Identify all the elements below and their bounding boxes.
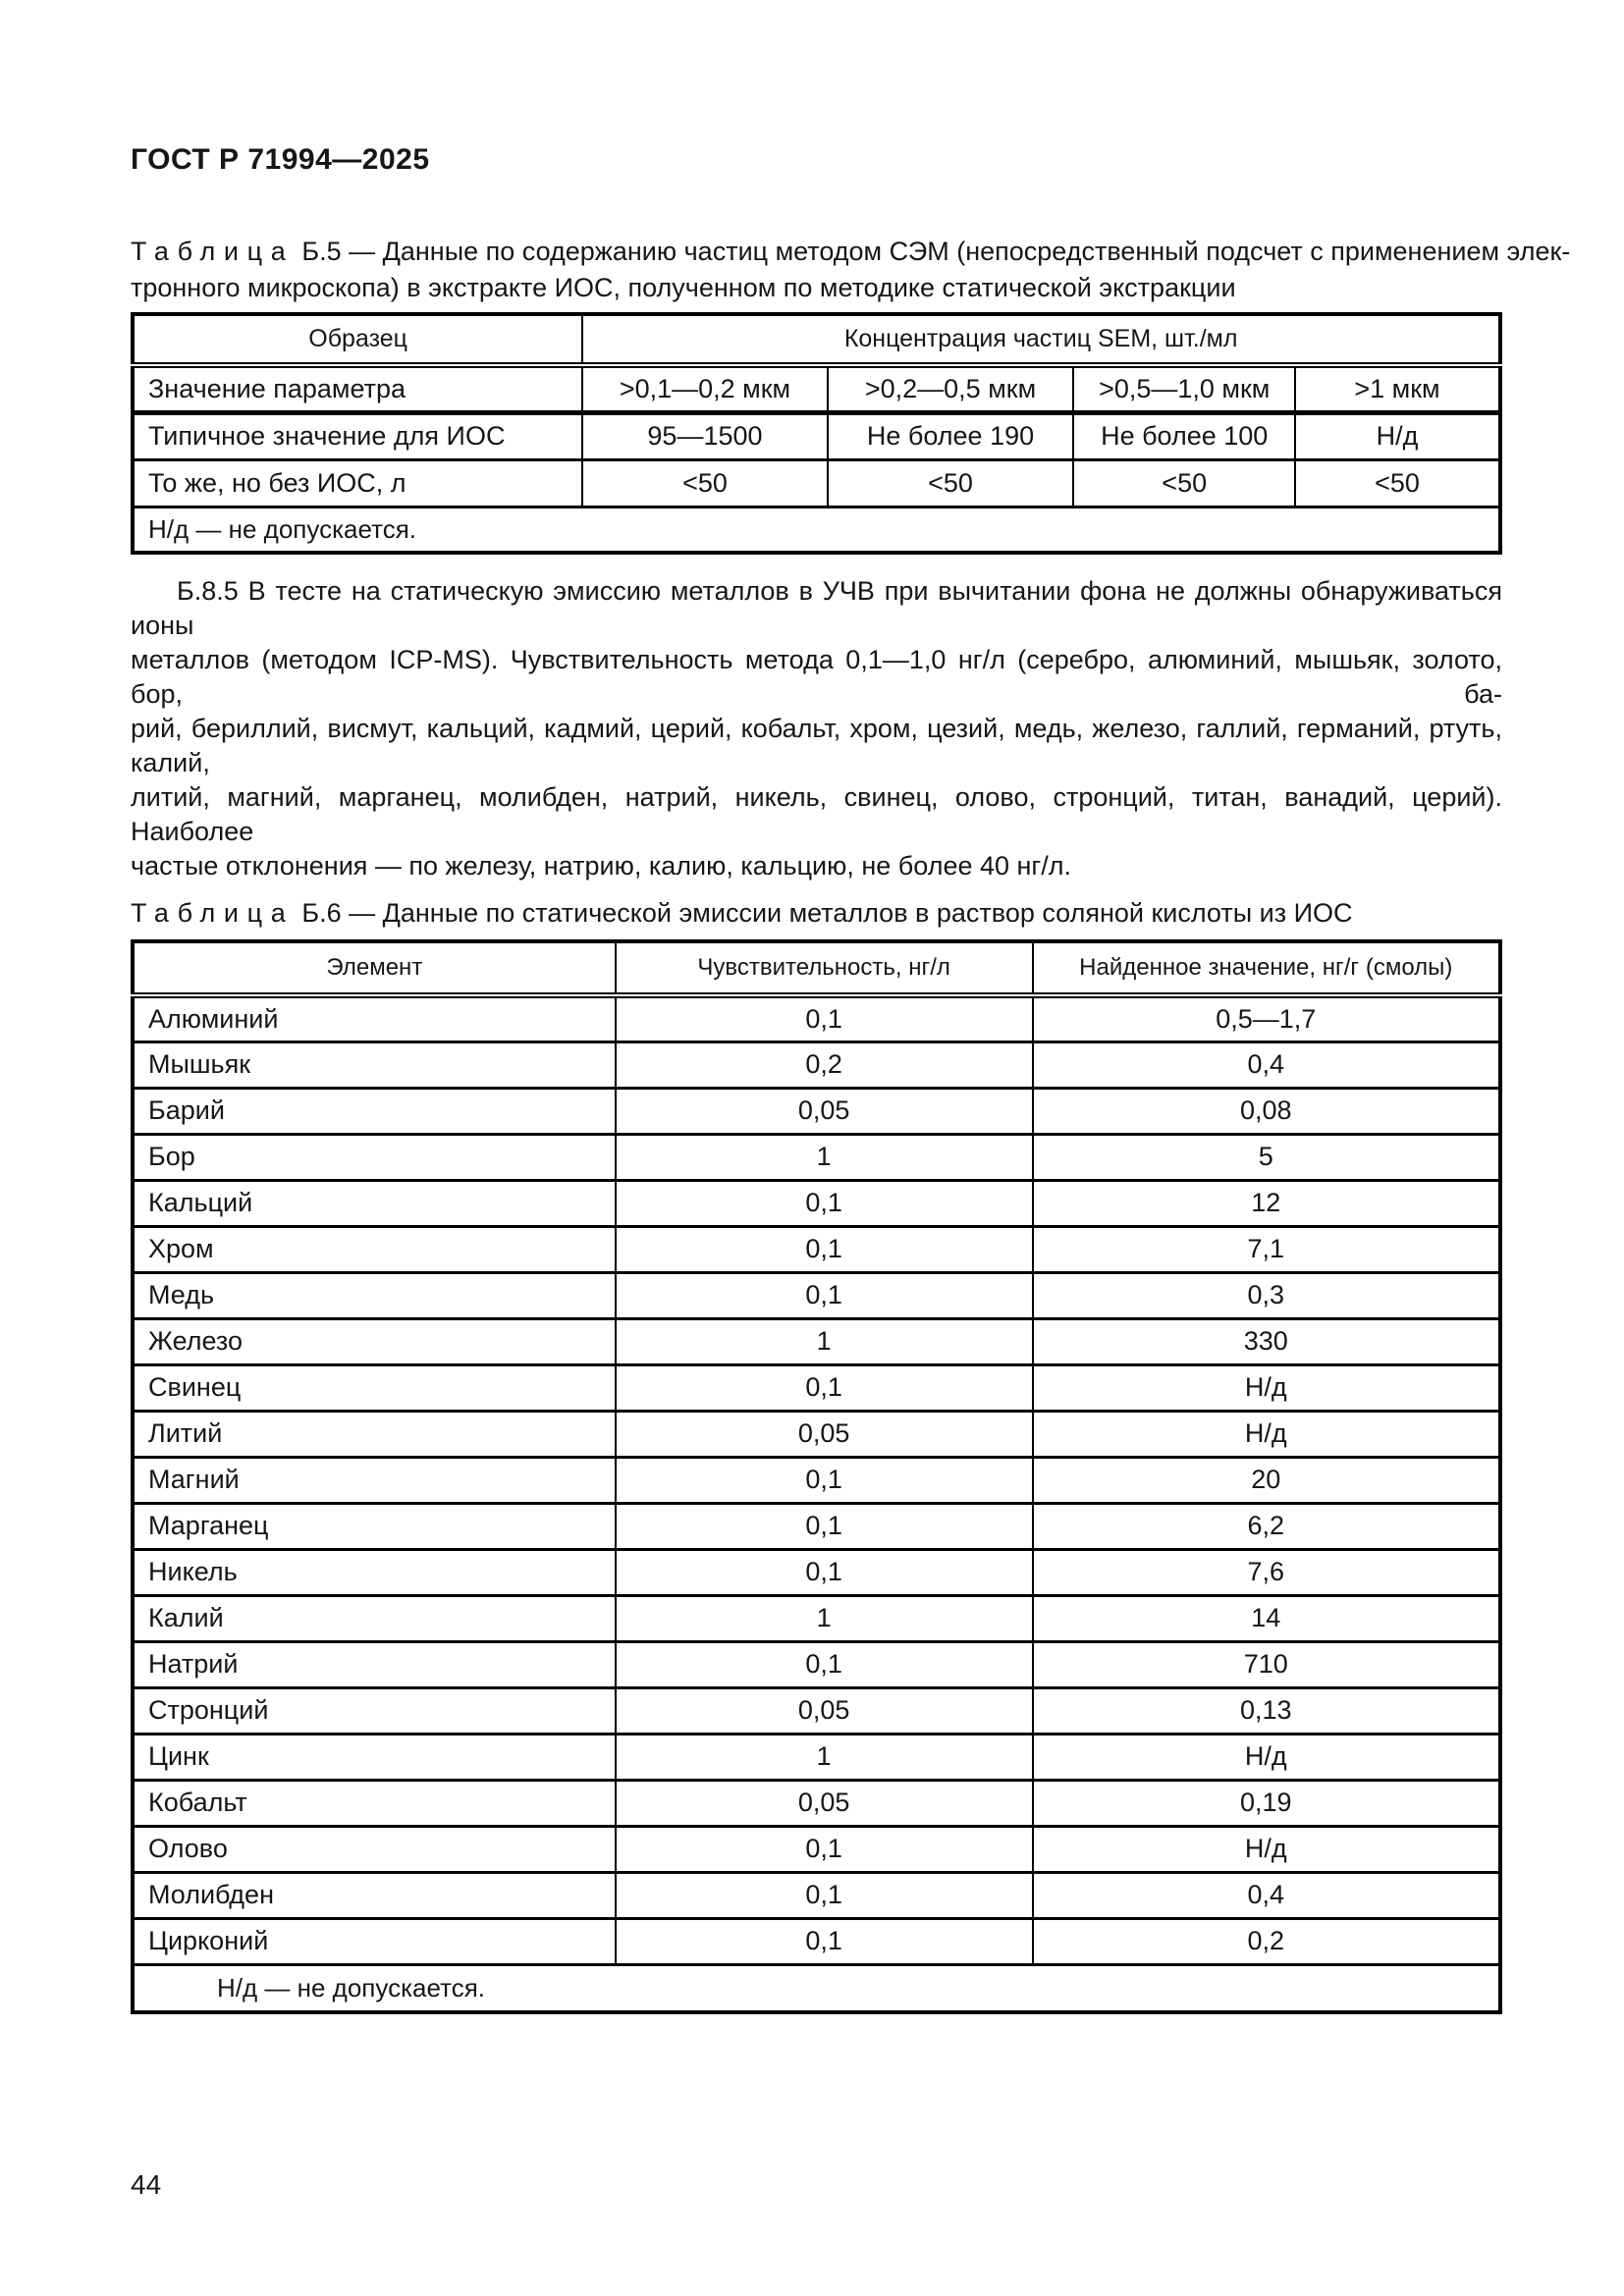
sensitivity-cell: 1 <box>616 1318 1033 1364</box>
table-row <box>133 1226 1500 1272</box>
table-row <box>133 1641 1500 1687</box>
b5-cell: <50 <box>828 459 1074 507</box>
b5-subhead-range1: >0,1—0,2 мкм <box>582 365 827 412</box>
element-cell: Кальций <box>133 1180 616 1226</box>
table-row <box>133 1503 1500 1549</box>
sensitivity-cell: 0,1 <box>616 1549 1033 1595</box>
b5-subhead-param: Значение параметра <box>133 365 582 412</box>
b5-cell: 95—1500 <box>582 412 827 459</box>
sensitivity-cell: 0,1 <box>616 1826 1033 1872</box>
paragraph-b85 <box>131 574 1502 883</box>
table-row <box>133 995 1500 1041</box>
table-b5-caption-line2: тронного микроскопа) в экстракте ИОС, полученном по методике статической экстракции <box>131 273 1236 302</box>
table-row <box>133 1549 1500 1595</box>
element-cell: Молибден <box>133 1872 616 1918</box>
sensitivity-cell: 0,1 <box>616 995 1033 1041</box>
paragraph-line: Б.8.5 В тесте на статическую эмиссию металлов в УЧВ при вычитании фона не должны обнаруживаться ионы <box>131 576 1502 640</box>
b5-cell: Н/д <box>1295 412 1500 459</box>
page-number: 44 <box>131 2169 162 2200</box>
table-b5-header-row <box>133 314 1500 365</box>
sensitivity-cell: 0,05 <box>616 1687 1033 1734</box>
found-cell: Н/д <box>1033 1411 1500 1457</box>
table-b6-caption <box>131 895 1502 932</box>
b6-col-sensitivity: Чувствительность, нг/л <box>616 941 1033 995</box>
element-cell: Никель <box>133 1549 616 1595</box>
found-cell: 0,2 <box>1033 1918 1500 1964</box>
b5-cell: Не более 100 <box>1073 412 1295 459</box>
b5-cell: <50 <box>1073 459 1295 507</box>
table-b6-header-row <box>133 941 1500 995</box>
found-cell: 12 <box>1033 1180 1500 1226</box>
element-cell: Цирконий <box>133 1918 616 1964</box>
sensitivity-cell: 0,1 <box>616 1641 1033 1687</box>
table-b5-footnote-row <box>133 507 1500 553</box>
b5-col-concentration: Концентрация частиц SEM, шт./мл <box>582 314 1500 365</box>
table-row <box>133 1918 1500 1964</box>
found-cell: 0,3 <box>1033 1272 1500 1318</box>
page-header: ГОСТ Р 71994—2025 <box>131 143 430 176</box>
table-row <box>133 1318 1500 1364</box>
table-row <box>133 1411 1500 1457</box>
table-b6-caption-text: Б.6 — Данные по статической эмиссии металлов в раствор соляной кислоты из ИОС <box>301 898 1353 928</box>
found-cell: 6,2 <box>1033 1503 1500 1549</box>
element-cell: Хром <box>133 1226 616 1272</box>
b5-subhead-range2: >0,2—0,5 мкм <box>828 365 1074 412</box>
table-row <box>133 412 1500 459</box>
element-cell: Мышьяк <box>133 1041 616 1088</box>
b6-footnote: Н/д — не допускается. <box>133 1964 1500 2012</box>
sensitivity-cell: 0,1 <box>616 1503 1033 1549</box>
element-cell: Свинец <box>133 1364 616 1411</box>
b5-cell: Не более 190 <box>828 412 1074 459</box>
sensitivity-cell: 0,1 <box>616 1457 1033 1503</box>
table-row <box>133 1780 1500 1826</box>
sensitivity-cell: 1 <box>616 1134 1033 1180</box>
table-row <box>133 1088 1500 1134</box>
table-row <box>133 459 1500 507</box>
sensitivity-cell: 0,1 <box>616 1918 1033 1964</box>
found-cell: 330 <box>1033 1318 1500 1364</box>
table-b6 <box>131 939 1502 2014</box>
found-cell: 0,19 <box>1033 1780 1500 1826</box>
found-cell: 20 <box>1033 1457 1500 1503</box>
b5-subhead-range4: >1 мкм <box>1295 365 1500 412</box>
found-cell: 0,5—1,7 <box>1033 995 1500 1041</box>
found-cell: 0,08 <box>1033 1088 1500 1134</box>
element-cell: Марганец <box>133 1503 616 1549</box>
sensitivity-cell: 0,1 <box>616 1226 1033 1272</box>
sensitivity-cell: 0,05 <box>616 1088 1033 1134</box>
b5-cell: <50 <box>1295 459 1500 507</box>
table-b6-caption-line <box>131 895 1502 932</box>
table-b6-caption-label: Таблица <box>131 898 295 928</box>
table-row <box>133 1180 1500 1226</box>
b5-subhead-range3: >0,5—1,0 мкм <box>1073 365 1295 412</box>
paragraph-line: частые отклонения — по железу, натрию, калию, кальцию, не более 40 нг/л. <box>131 851 1072 881</box>
found-cell: Н/д <box>1033 1364 1500 1411</box>
element-cell: Олово <box>133 1826 616 1872</box>
found-cell: 0,4 <box>1033 1041 1500 1088</box>
b6-col-element: Элемент <box>133 941 616 995</box>
table-row <box>133 1041 1500 1088</box>
element-cell: Алюминий <box>133 995 616 1041</box>
element-cell: Стронций <box>133 1687 616 1734</box>
paragraph-line: рий, бериллий, висмут, кальций, кадмий, церий, кобальт, хром, цезий, медь, железо, галлий, германий, ртуть, калий, <box>131 714 1502 777</box>
table-row <box>133 1826 1500 1872</box>
table-b5-caption <box>131 234 1571 306</box>
element-cell: Цинк <box>133 1734 616 1780</box>
table-row <box>133 1872 1500 1918</box>
sensitivity-cell: 0,1 <box>616 1180 1033 1226</box>
table-row <box>133 1272 1500 1318</box>
sensitivity-cell: 1 <box>616 1595 1033 1641</box>
element-cell: Бор <box>133 1134 616 1180</box>
element-cell: Магний <box>133 1457 616 1503</box>
found-cell: Н/д <box>1033 1826 1500 1872</box>
paragraph-line: металлов (методом ICP-MS). Чувствительность метода 0,1—1,0 нг/л (серебро, алюминий, мышьяк, золото, бор, ба- <box>131 645 1502 709</box>
table-row <box>133 1457 1500 1503</box>
table-row <box>133 1364 1500 1411</box>
element-cell: Калий <box>133 1595 616 1641</box>
sensitivity-cell: 0,05 <box>616 1780 1033 1826</box>
sensitivity-cell: 0,1 <box>616 1272 1033 1318</box>
b5-cell: Типичное значение для ИОС <box>133 412 582 459</box>
element-cell: Натрий <box>133 1641 616 1687</box>
found-cell: 7,6 <box>1033 1549 1500 1595</box>
b5-footnote: Н/д — не допускается. <box>133 507 1500 553</box>
found-cell: 7,1 <box>1033 1226 1500 1272</box>
sensitivity-cell: 0,1 <box>616 1872 1033 1918</box>
sensitivity-cell: 0,1 <box>616 1364 1033 1411</box>
found-cell: 0,13 <box>1033 1687 1500 1734</box>
found-cell: 0,4 <box>1033 1872 1500 1918</box>
sensitivity-cell: 1 <box>616 1734 1033 1780</box>
found-cell: 5 <box>1033 1134 1500 1180</box>
element-cell: Медь <box>133 1272 616 1318</box>
found-cell: Н/д <box>1033 1734 1500 1780</box>
table-b5 <box>131 312 1502 555</box>
element-cell: Кобальт <box>133 1780 616 1826</box>
b5-cell: То же, но без ИОС, л <box>133 459 582 507</box>
b5-col-sample: Образец <box>133 314 582 365</box>
table-row <box>133 1687 1500 1734</box>
table-b5-caption-line1 <box>131 234 1571 270</box>
table-b5-caption-label: Таблица <box>131 237 295 266</box>
table-b5-caption-text1: Б.5 — Данные по содержанию частиц методом СЭМ (непосредственный подсчет с применением элек- <box>301 237 1571 266</box>
table-row <box>133 1734 1500 1780</box>
element-cell: Литий <box>133 1411 616 1457</box>
table-b6-footnote-row <box>133 1964 1500 2012</box>
table-row <box>133 1134 1500 1180</box>
found-cell: 14 <box>1033 1595 1500 1641</box>
b5-cell: <50 <box>582 459 827 507</box>
b6-col-found: Найденное значение, нг/г (смолы) <box>1033 941 1500 995</box>
sensitivity-cell: 0,2 <box>616 1041 1033 1088</box>
table-b5-subheader-row <box>133 365 1500 412</box>
found-cell: 710 <box>1033 1641 1500 1687</box>
paragraph-line: литий, магний, марганец, молибден, натрий, никель, свинец, олово, стронций, титан, ванадий, церий). Наиболее <box>131 782 1502 846</box>
table-row <box>133 1595 1500 1641</box>
element-cell: Железо <box>133 1318 616 1364</box>
sensitivity-cell: 0,05 <box>616 1411 1033 1457</box>
element-cell: Барий <box>133 1088 616 1134</box>
